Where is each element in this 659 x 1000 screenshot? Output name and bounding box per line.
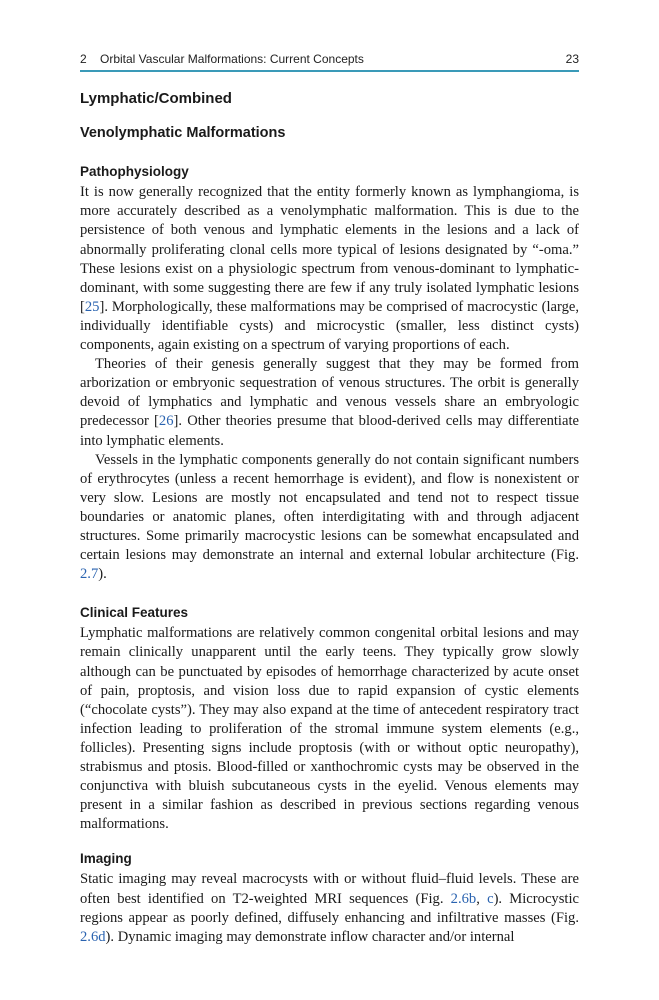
running-header (80, 50, 579, 70)
paragraph-text: It is now generally recognized that the entity formerly known as lymphangioma, is more accurately described as a venolymphatic malformation. This is due to the persistence of both venous and lymphatic elements in the lesions and a lack of abnormally proliferating clonal cells more typical of lesions designated by “-oma.” These lesions exist on a physiologic spectrum from venous-dominant to lymphatic-dominant, with some suggesting there are few if any truly isolated lymphatic lesions [ (80, 184, 579, 315)
paragraph-text: ]. Other theories presume that blood-derived cells may differentiate into lymphatic elements. (80, 413, 579, 449)
paragraph-text: ). (98, 566, 107, 583)
citation-link-25[interactable]: 25 (84, 298, 100, 315)
page-number: 23 (565, 52, 579, 66)
paragraph-text: Static imaging may reveal macrocysts with or without fluid–fluid levels. These are often best identified on T2-weighted MRI sequences (Fig. (80, 871, 579, 907)
chapter-title: Orbital Vascular Malformations: Current Concepts (100, 52, 364, 66)
figure-link-2-6d[interactable]: 2.6d (80, 928, 106, 945)
pathophysiology-paragraph-2 (80, 355, 579, 450)
figure-link-2-6b[interactable]: 2.6b (450, 890, 477, 907)
paragraph-text: Theories of their genesis generally suggest that they may be formed from arborization or embryonic sequestration of venous structures. The orbit is generally devoid of lymphatics and lymphatic and venous vessels share an embryologic predecessor [ (80, 356, 579, 430)
pathophysiology-heading: Pathophysiology (80, 164, 189, 180)
figure-link-2-6c[interactable]: c (487, 890, 494, 907)
paragraph-text: ]. Morphologically, these malformations may be comprised of macrocystic (large, individually identifiable cysts) and microcystic (smaller, less distinct cysts) components, again existing on a spectrum of varying proportions of each. (80, 298, 579, 354)
clinical-features-heading: Clinical Features (80, 605, 189, 621)
imaging-paragraph (80, 870, 579, 946)
header-rule (80, 70, 579, 72)
paragraph-text: ). Dynamic imaging may demonstrate inflow character and/or internal (105, 928, 515, 945)
pathophysiology-paragraph-3 (80, 451, 579, 585)
main-content (80, 86, 579, 947)
figure-link-2-7[interactable]: 2.7 (80, 566, 99, 583)
chapter-number: 2 (80, 52, 87, 66)
imaging-heading: Imaging (80, 851, 132, 867)
subsection-title: Venolymphatic Malformations (80, 125, 286, 142)
paragraph-text: ). Microcystic regions appear as poorly defined, diffusely enhancing and infiltrative masses (Fig. (80, 890, 579, 926)
paragraph-text: Vessels in the lymphatic components generally do not contain significant numbers of erythrocytes (unless a recent hemorrhage is evident), and flow is nonexistent or very slow. Lesions are mostly not encapsulated and tend not to respect tissue boundaries or anatomic planes, often interdigitating with and through adjacent structures. Some primarily macrocystic lesions can be somewhat encapsulated and certain lesions may demonstrate an internal and external lobular architecture (Fig. (80, 451, 579, 564)
paragraph-text: , (476, 890, 488, 907)
pathophysiology-paragraph-1 (80, 183, 579, 355)
clinical-features-paragraph: Lymphatic malformations are relatively common congenital orbital lesions and may remain clinically unapparent until the early teens. They typically grow slowly although can be punctuated by episodes of hemorrhage characterized by acute onset of pain, proptosis, and vision loss due to rapid expansion of cystic elements (“chocolate cysts”). They may also expand at the time of antecedent respiratory tract infection leading to proliferation of the stromal immune system elements (e.g., follicles). Presenting signs include proptosis (with or without optic neuropathy), strabismus and ptosis. Blood-filled or xanthochromic cysts may be observed in the conjunctiva with bluish subcutaneous cysts in the eyelid. Venous elements may present in a similar fashion as described in previous sections regarding venous malformations. (80, 625, 579, 833)
citation-link-26[interactable]: 26 (158, 413, 174, 430)
section-title: Lymphatic/Combined (80, 90, 232, 107)
